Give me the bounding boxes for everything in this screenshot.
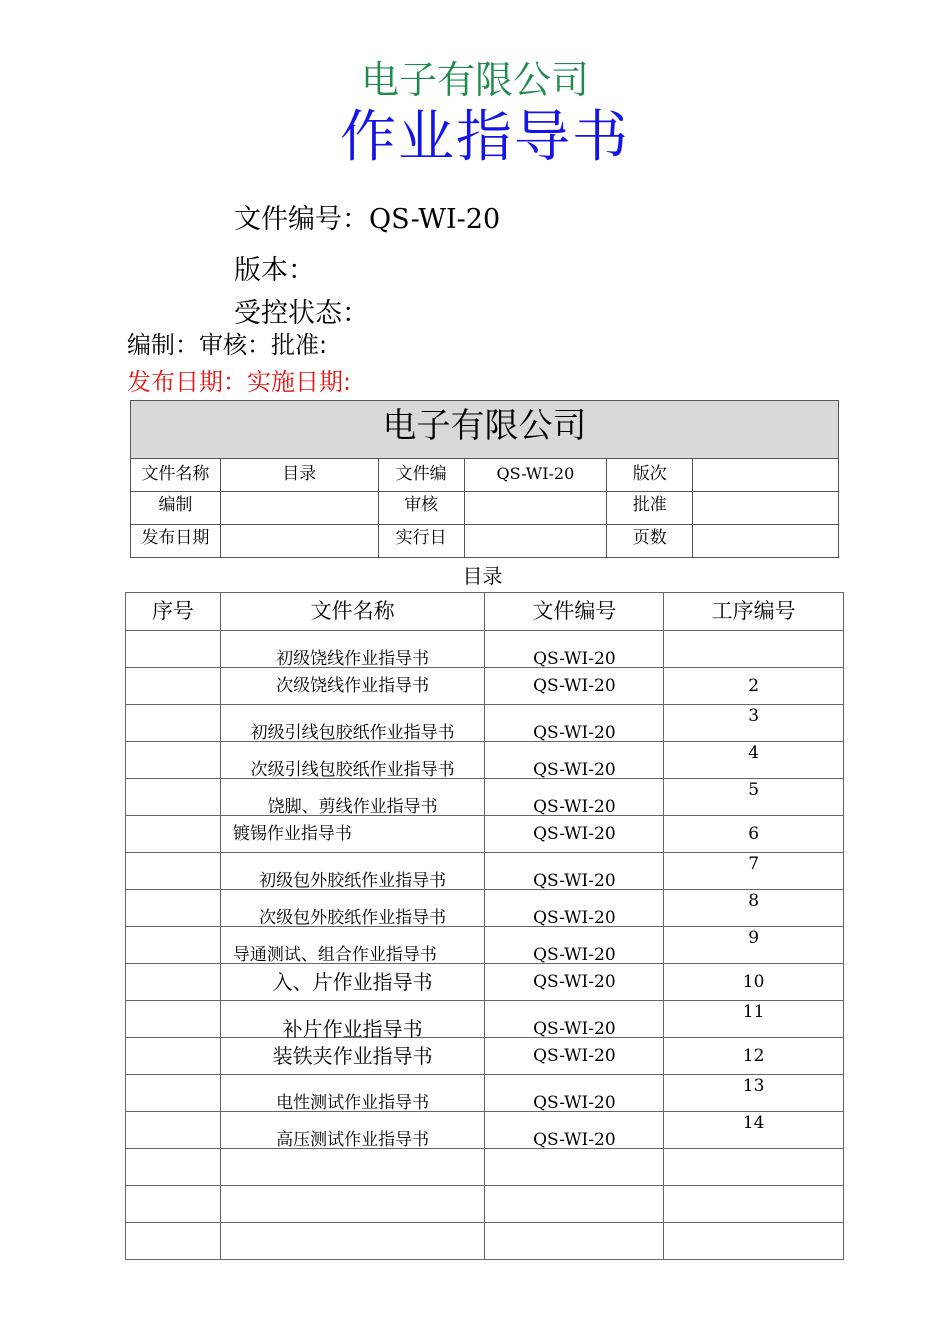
toc-code-text: QS-WI-20 (533, 760, 616, 780)
toc-title: 目录 (462, 564, 503, 588)
toc-code-text: QS-WI-20 (533, 1019, 616, 1039)
toc-name-text: 补片作业指导书 (282, 1017, 423, 1041)
toc-cell-step (664, 668, 844, 705)
toc-name-text: 初级饶线作业指导书 (276, 649, 430, 669)
toc-cell-name (220, 742, 485, 779)
toc-cell-step (664, 890, 844, 927)
toc-cell-step (664, 1186, 844, 1223)
toc-name-text: 初级引线包胶纸作业指导书 (250, 723, 455, 743)
toc-cell-step (664, 927, 844, 964)
info-cell (220, 492, 378, 525)
toc-cell-code (485, 705, 664, 742)
info-cell: 审核 (378, 492, 464, 525)
toc-code-text: QS-WI-20 (533, 649, 616, 669)
toc-code-text: QS-WI-20 (533, 1093, 616, 1113)
toc-cell-name (220, 964, 485, 1001)
info-row (131, 525, 839, 558)
control-status-line: 受控状态： (234, 298, 369, 329)
toc-cell-code (485, 890, 664, 927)
toc-cell-name (220, 1038, 485, 1075)
toc-cell-code (485, 1001, 664, 1038)
toc-cell-no (126, 816, 221, 853)
toc-step-text: 10 (742, 972, 765, 992)
info-row (131, 459, 839, 492)
info-cell: 批准 (607, 492, 693, 525)
toc-name-text: 电性测试作业指导书 (276, 1093, 430, 1113)
toc-cell-no (126, 705, 221, 742)
toc-cell-name (220, 1112, 485, 1149)
info-cell: 编制 (131, 492, 221, 525)
toc-step-text: 5 (748, 780, 760, 800)
toc-cell-name (220, 853, 485, 890)
toc-code-text: QS-WI-20 (533, 797, 616, 817)
toc-cell-step (664, 779, 844, 816)
table-row (126, 1038, 844, 1075)
toc-code-text: QS-WI-20 (533, 723, 616, 743)
toc-cell-code (485, 1038, 664, 1075)
toc-step-text: 14 (742, 1113, 765, 1133)
toc-cell-no (126, 1149, 221, 1186)
toc-cell-step (664, 705, 844, 742)
toc-cell-name (220, 668, 485, 705)
toc-step-text: 13 (742, 1076, 765, 1096)
toc-cell-no (126, 1223, 221, 1260)
toc-cell-code (485, 1186, 664, 1223)
info-cell: 文件名称 (131, 459, 221, 492)
toc-cell-name (220, 1075, 485, 1112)
info-cell: 实行日 (378, 525, 464, 558)
toc-cell-code (485, 964, 664, 1001)
toc-cell-step (664, 1149, 844, 1186)
toc-table (125, 592, 844, 1260)
toc-code-text: QS-WI-20 (533, 1130, 616, 1150)
toc-cell-step (664, 1075, 844, 1112)
toc-cell-name (220, 890, 485, 927)
info-cell: 文件编 (378, 459, 464, 492)
toc-step-text: 7 (748, 854, 760, 874)
toc-cell-name (220, 1186, 485, 1223)
toc-cell-name (220, 779, 485, 816)
toc-name-text: 次级包外胶纸作业指导书 (259, 908, 447, 928)
info-cell (464, 492, 607, 525)
toc-step-text: 3 (748, 706, 760, 726)
toc-cell-name (220, 927, 485, 964)
toc-cell-no (126, 853, 221, 890)
table-row (126, 1001, 844, 1038)
toc-column-header: 文件名称 (220, 593, 485, 631)
info-table (130, 400, 839, 558)
toc-cell-name (220, 816, 485, 853)
toc-header-row (126, 593, 844, 631)
toc-cell-step (664, 816, 844, 853)
info-cell (464, 525, 607, 558)
toc-column-header: 序号 (126, 593, 221, 631)
table-row (126, 1075, 844, 1112)
info-cell: 目录 (220, 459, 378, 492)
toc-cell-no (126, 742, 221, 779)
toc-name-text: 次级饶线作业指导书 (276, 676, 430, 696)
toc-cell-no (126, 927, 221, 964)
toc-cell-no (126, 964, 221, 1001)
toc-name-text: 次级引线包胶纸作业指导书 (250, 760, 455, 780)
toc-cell-name (220, 1001, 485, 1041)
info-cell (693, 525, 839, 558)
toc-step-text: 6 (748, 824, 760, 844)
info-cell: QS-WI-20 (464, 459, 607, 492)
toc-cell-step (664, 964, 844, 1001)
info-cell (220, 525, 378, 558)
toc-column-header: 工序编号 (664, 593, 844, 631)
toc-column-header: 文件编号 (485, 593, 664, 631)
table-row (126, 1112, 844, 1149)
toc-cell-step (664, 853, 844, 890)
toc-cell-name (220, 1149, 485, 1186)
toc-cell-step (664, 742, 844, 779)
table-row (126, 890, 844, 927)
toc-cell-step (664, 1038, 844, 1075)
table-row (126, 668, 844, 705)
toc-name-text: 入、片作业指导书 (272, 970, 433, 994)
info-cell (693, 459, 839, 492)
toc-cell-no (126, 631, 221, 668)
toc-cell-code (485, 1112, 664, 1149)
table-row (126, 964, 844, 1001)
toc-code-text: QS-WI-20 (533, 972, 616, 992)
toc-name-text: 镀锡作业指导书 (232, 824, 352, 844)
toc-name-text: 装铁夹作业指导书 (272, 1044, 433, 1068)
info-cell: 版次 (607, 459, 693, 492)
toc-cell-step (664, 1223, 844, 1260)
toc-code-text: QS-WI-20 (533, 945, 616, 965)
date-line: 发布日期：实施日期: (127, 368, 352, 396)
toc-step-text: 11 (742, 1002, 765, 1022)
info-cell: 页数 (607, 525, 693, 558)
toc-cell-no (126, 1186, 221, 1223)
toc-cell-step (664, 1112, 844, 1149)
toc-cell-no (126, 1075, 221, 1112)
toc-cell-name (220, 705, 485, 742)
toc-name-text: 饶脚、剪线作业指导书 (267, 797, 438, 817)
toc-cell-code (485, 853, 664, 890)
toc-name-text: 高压测试作业指导书 (276, 1130, 430, 1150)
signature-line: 编制：审核：批准: (127, 331, 328, 359)
info-cell: 发布日期 (131, 525, 221, 558)
toc-cell-no (126, 1112, 221, 1149)
toc-step-text: 2 (748, 676, 760, 696)
toc-cell-no (126, 1038, 221, 1075)
table-row (126, 816, 844, 853)
company-title: 电子有限公司 (360, 58, 589, 102)
table-row (126, 1186, 844, 1223)
toc-step-text: 12 (742, 1046, 765, 1066)
toc-cell-code (485, 1075, 664, 1112)
table-row (126, 1149, 844, 1186)
toc-code-text: QS-WI-20 (533, 676, 616, 696)
toc-code-text: QS-WI-20 (533, 871, 616, 891)
document-title: 作业指导书 (340, 105, 630, 170)
toc-name-text: 导通测试、组合作业指导书 (232, 945, 437, 965)
table-row (126, 779, 844, 816)
file-number-line: 文件编号：QS-WI-20 (234, 204, 501, 235)
toc-cell-step (664, 1001, 844, 1038)
toc-code-text: QS-WI-20 (533, 908, 616, 928)
toc-name-text: 初级包外胶纸作业指导书 (259, 871, 447, 891)
table-row (126, 927, 844, 964)
toc-cell-code (485, 742, 664, 779)
table-row (126, 742, 844, 779)
info-cell (693, 492, 839, 525)
info-row (131, 492, 839, 525)
toc-cell-code (485, 927, 664, 964)
toc-cell-code (485, 1223, 664, 1260)
table-row (126, 631, 844, 668)
toc-cell-code (485, 668, 664, 705)
toc-cell-no (126, 779, 221, 816)
toc-cell-code (485, 631, 664, 668)
toc-cell-code (485, 779, 664, 816)
toc-cell-code (485, 816, 664, 853)
toc-step-text: 9 (748, 928, 760, 948)
toc-cell-no (126, 668, 221, 705)
table-row (126, 853, 844, 890)
table-row (126, 705, 844, 742)
toc-cell-no (126, 1001, 221, 1038)
toc-step-text: 8 (748, 891, 760, 911)
toc-cell-code (485, 1149, 664, 1186)
toc-cell-step (664, 631, 844, 668)
toc-cell-no (126, 890, 221, 927)
table-row (126, 1223, 844, 1260)
toc-cell-name (220, 631, 485, 668)
toc-code-text: QS-WI-20 (533, 824, 616, 844)
toc-step-text: 4 (748, 743, 760, 763)
toc-cell-name (220, 1223, 485, 1260)
version-line: 版本： (234, 255, 315, 286)
info-banner: 电子有限公司 (131, 401, 839, 459)
toc-code-text: QS-WI-20 (533, 1046, 616, 1066)
